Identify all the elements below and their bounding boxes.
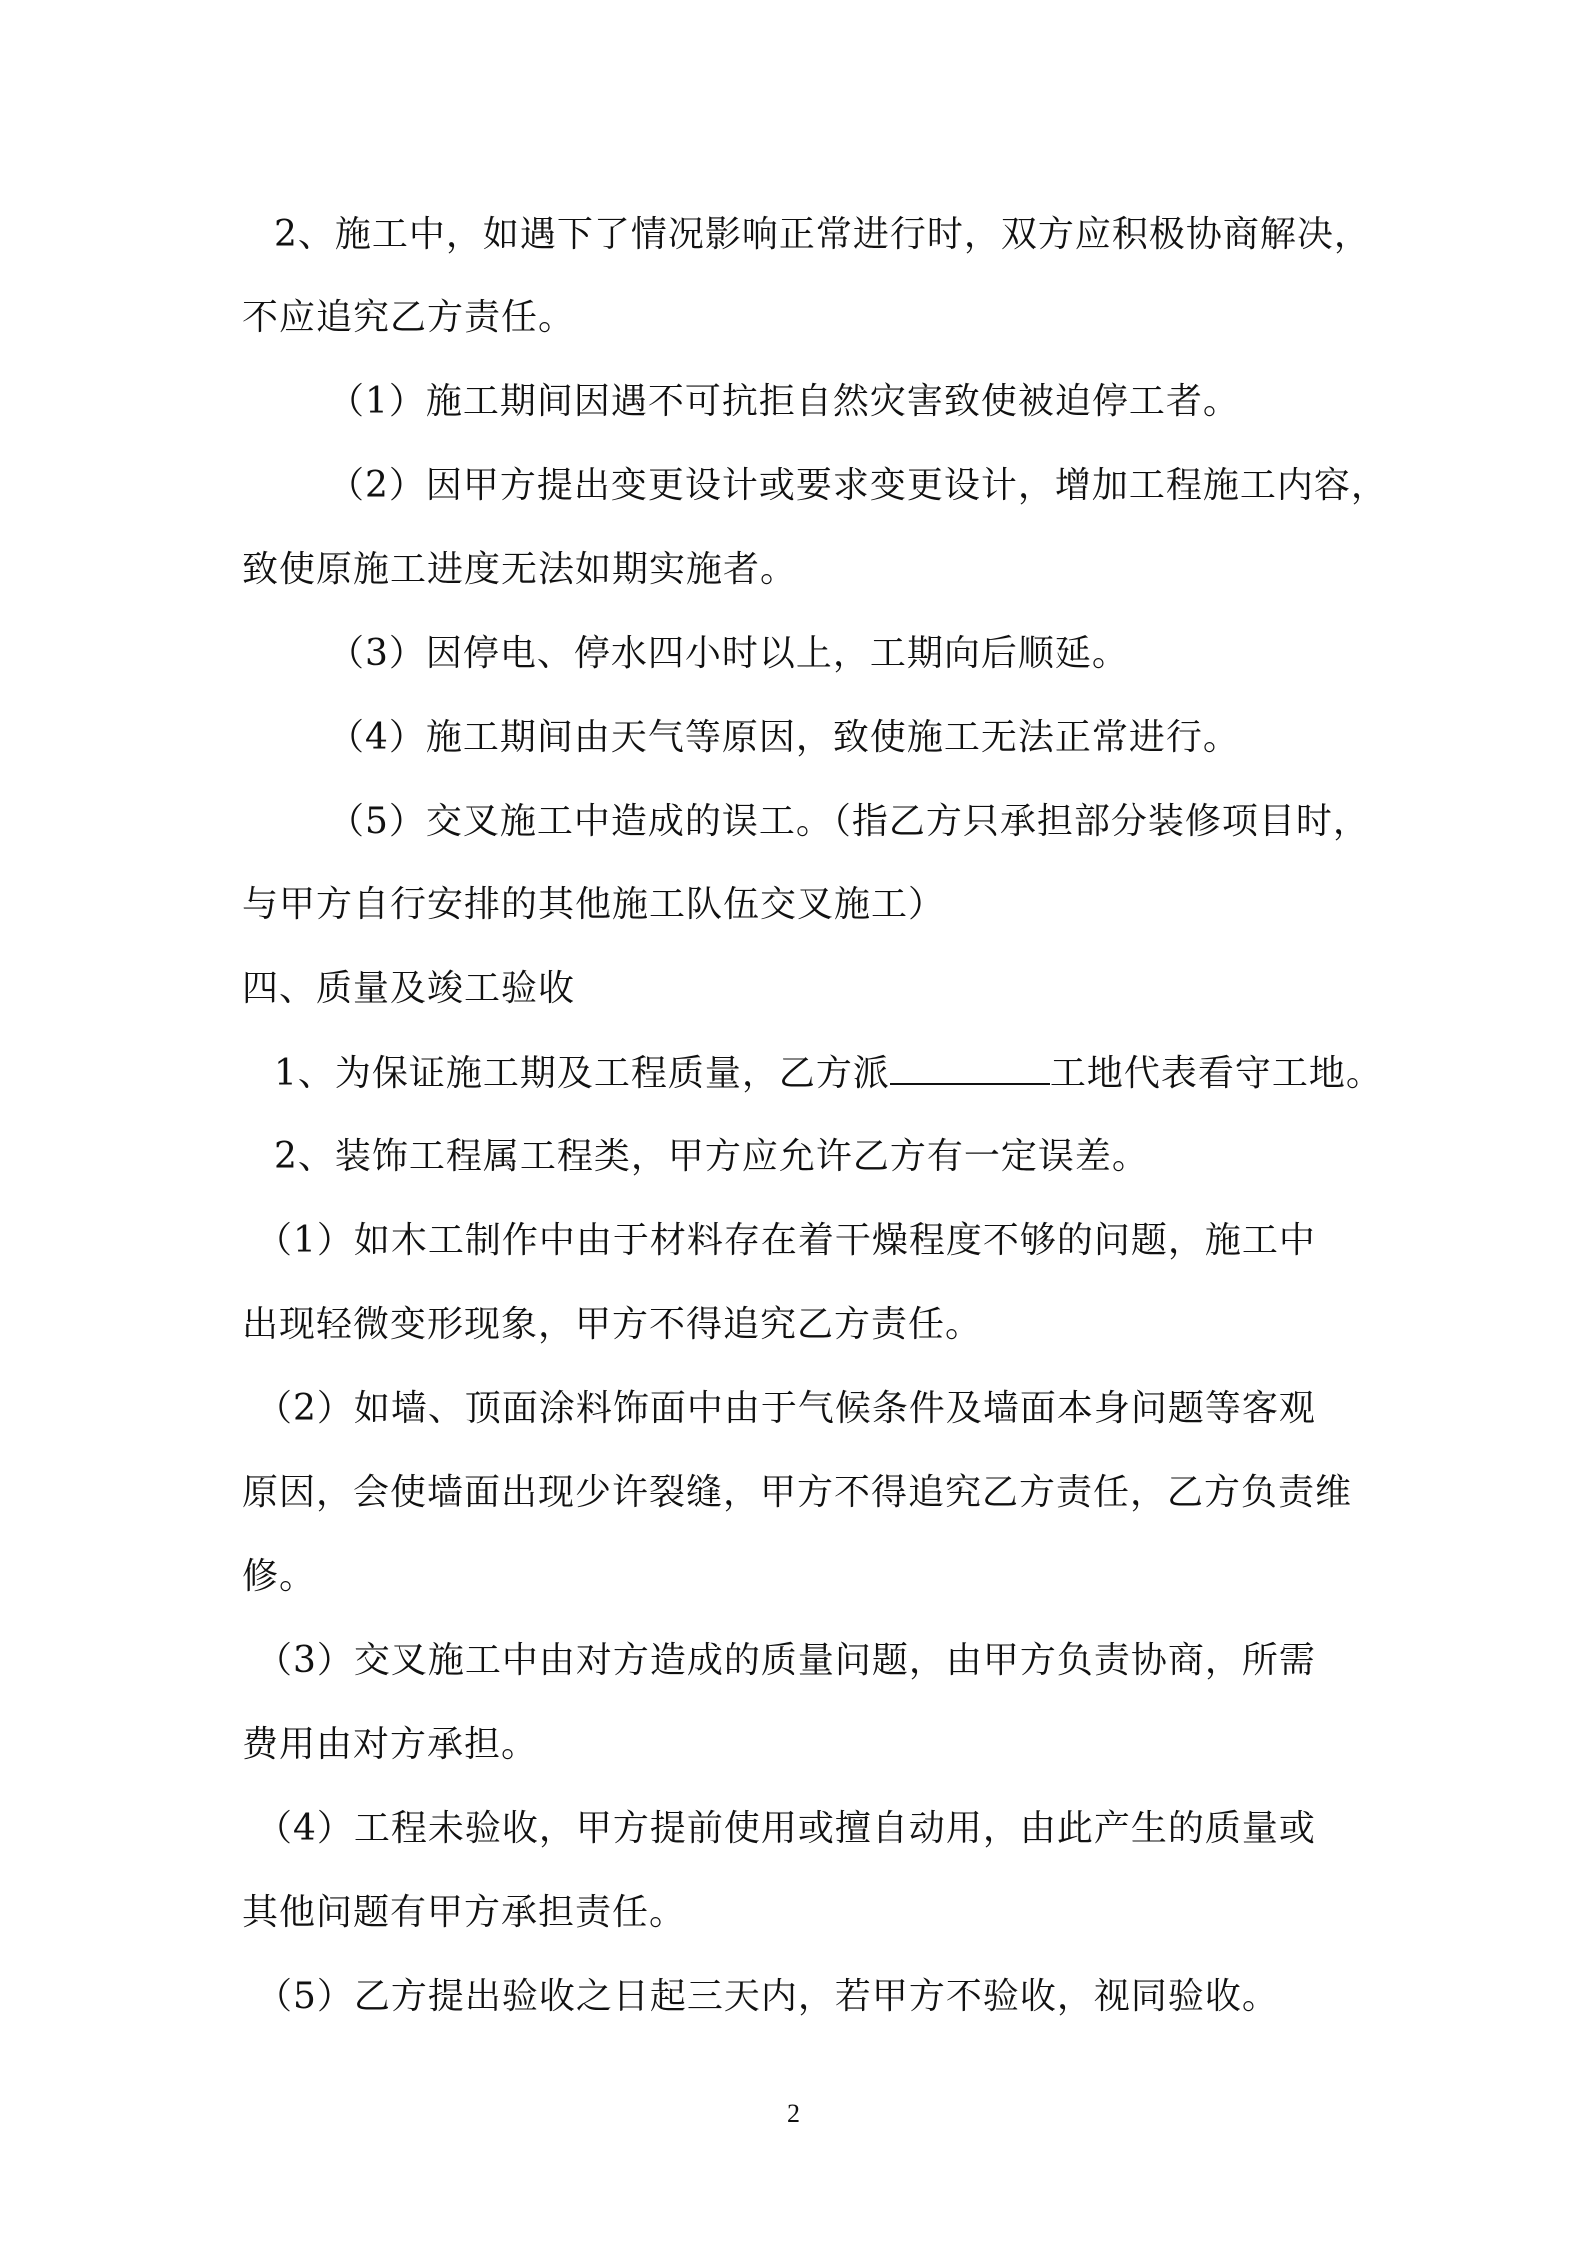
paragraph-line: （1）如木工制作中由于材料存在着干燥程度不够的问题，施工中 [256, 1220, 1316, 1261]
paragraph-line: （1）施工期间因遇不可抗拒自然灾害致使被迫停工者。 [328, 381, 1240, 422]
paragraph-line: （5）乙方提出验收之日起三天内，若甲方不验收，视同验收。 [256, 1976, 1279, 2017]
fill-in-text-before: 1、为保证施工期及工程质量，乙方派 [274, 1053, 890, 1094]
fill-in-text-after: 工地代表看守工地。 [1049, 1053, 1383, 1094]
fill-in-line [274, 1049, 1394, 1098]
blank-underline [890, 1049, 1050, 1085]
paragraph-line: 不应追究乙方责任。 [242, 297, 576, 338]
paragraph-line: 出现轻微变形现象，甲方不得追究乙方责任。 [242, 1304, 983, 1345]
paragraph-line: （4）工程未验收，甲方提前使用或擅自动用，由此产生的质量或 [256, 1808, 1316, 1849]
paragraph-line: （5）交叉施工中造成的误工。（指乙方只承担部分装修项目时， [328, 801, 1370, 842]
paragraph-line: （2）如墙、顶面涂料饰面中由于气候条件及墙面本身问题等客观 [256, 1388, 1316, 1429]
paragraph-line: 原因，会使墙面出现少许裂缝，甲方不得追究乙方责任，乙方负责维 [242, 1472, 1353, 1513]
paragraph-line: 费用由对方承担。 [242, 1724, 539, 1765]
paragraph-line: 修。 [242, 1556, 317, 1597]
paragraph-line: （3）交叉施工中由对方造成的质量问题，由甲方负责协商，所需 [256, 1640, 1316, 1681]
paragraph-line: 致使原施工进度无法如期实施者。 [242, 549, 798, 590]
paragraph-line: 其他问题有甲方承担责任。 [242, 1892, 687, 1933]
paragraph-line: 2、施工中，如遇下了情况影响正常进行时，双方应积极协商解决， [274, 214, 1371, 255]
paragraph-line: 2、装饰工程属工程类，甲方应允许乙方有一定误差。 [274, 1136, 1149, 1177]
paragraph-line: （4）施工期间由天气等原因，致使施工无法正常进行。 [328, 717, 1240, 758]
page-number: 2 [787, 2099, 800, 2128]
section-heading: 四、质量及竣工验收 [242, 968, 576, 1009]
paragraph-line: 与甲方自行安排的其他施工队伍交叉施工） [242, 884, 946, 925]
paragraph-line: （2）因甲方提出变更设计或要求变更设计，增加工程施工内容， [328, 465, 1388, 506]
paragraph-line: （3）因停电、停水四小时以上，工期向后顺延。 [328, 633, 1129, 674]
